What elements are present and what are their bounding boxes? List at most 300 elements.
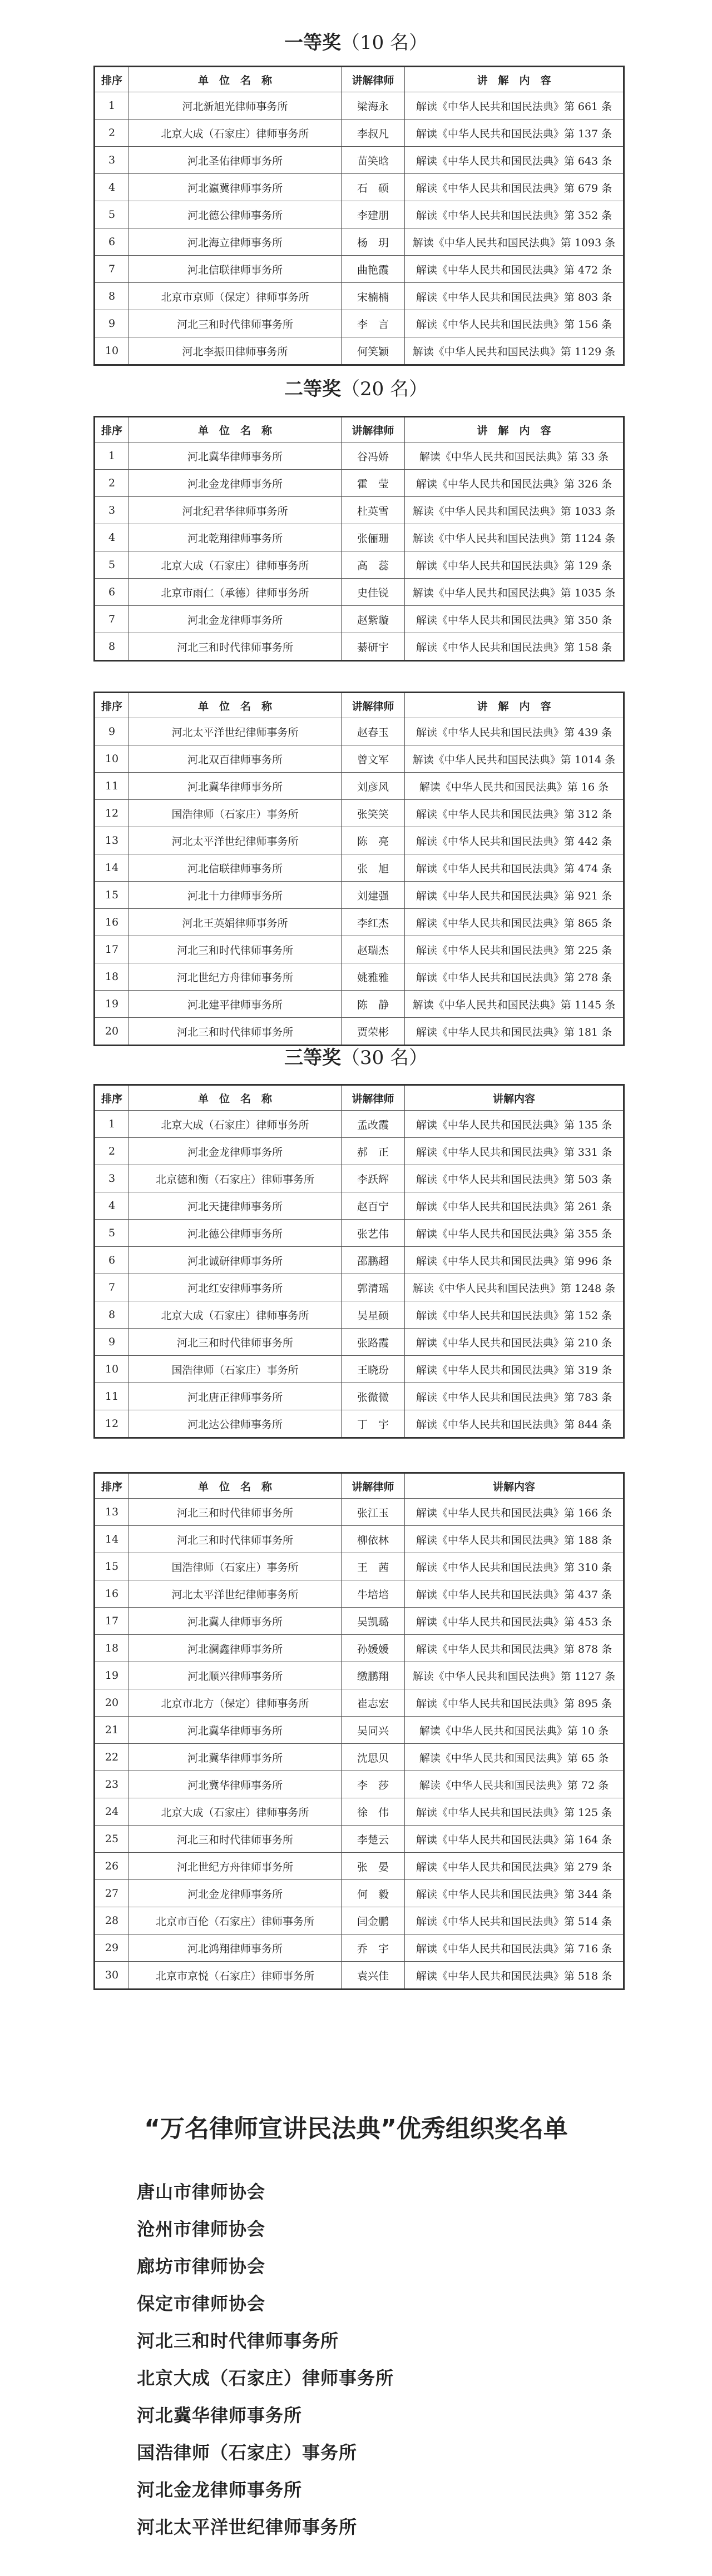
- table-row: [95, 1907, 624, 1935]
- table-row: [95, 991, 624, 1018]
- second-prize-table-a: [93, 416, 625, 662]
- first-prize-count: （10 名）: [340, 32, 428, 54]
- cell-rank: 4: [95, 524, 129, 551]
- cell-lawyer: 苗笑晗: [342, 147, 405, 174]
- table-row: [95, 174, 624, 201]
- cell-firm: 河北唐正律师事务所: [129, 1383, 342, 1410]
- organization-award-item: 河北冀华律师事务所: [137, 2405, 303, 2426]
- table-row: [95, 1826, 624, 1853]
- cell-firm: 河北世纪方舟律师事务所: [129, 963, 342, 991]
- cell-firm: 河北金龙律师事务所: [129, 606, 342, 633]
- cell-content: 解读《中华人民共和国民法典》第 261 条: [405, 1192, 624, 1220]
- header-rank: 排序: [95, 693, 129, 718]
- cell-content: 解读《中华人民共和国民法典》第 643 条: [405, 147, 624, 174]
- cell-content: 解读《中华人民共和国民法典》第 137 条: [405, 120, 624, 147]
- table-row: [95, 1301, 624, 1329]
- cell-lawyer: 曾文军: [342, 745, 405, 773]
- cell-content: 解读《中华人民共和国民法典》第 16 条: [405, 773, 624, 800]
- cell-lawyer: 贾荣彬: [342, 1018, 405, 1046]
- cell-lawyer: 史佳锐: [342, 579, 405, 606]
- cell-rank: 1: [95, 442, 129, 470]
- header-lawyer: 讲解律师: [342, 67, 405, 92]
- table-row: [95, 1356, 624, 1383]
- cell-rank: 9: [95, 310, 129, 337]
- cell-firm: 北京大成（石家庄）律师事务所: [129, 120, 342, 147]
- cell-lawyer: 李红杰: [342, 909, 405, 936]
- cell-rank: 7: [95, 256, 129, 283]
- table-row: [95, 228, 624, 256]
- cell-lawyer: 刘建强: [342, 882, 405, 909]
- third-prize-table-a: [93, 1084, 625, 1439]
- table-row: [95, 963, 624, 991]
- cell-content: 解读《中华人民共和国民法典》第 352 条: [405, 201, 624, 228]
- third-prize-title: [0, 1044, 712, 1072]
- table-row: [95, 1635, 624, 1662]
- table-row: [95, 524, 624, 551]
- cell-firm: 河北三和时代律师事务所: [129, 1526, 342, 1553]
- cell-rank: 9: [95, 1329, 129, 1356]
- cell-firm: 北京大成（石家庄）律师事务所: [129, 1301, 342, 1329]
- table-row: [95, 1410, 624, 1438]
- cell-lawyer: 高 蕊: [342, 551, 405, 579]
- table-header-row: [95, 1085, 624, 1111]
- table-row: [95, 909, 624, 936]
- cell-rank: 5: [95, 1220, 129, 1247]
- cell-lawyer: 綦研宇: [342, 633, 405, 661]
- table-row: [95, 201, 624, 228]
- header-content: 讲 解 内 容: [405, 67, 624, 92]
- cell-content: 解读《中华人民共和国民法典》第 878 条: [405, 1635, 624, 1662]
- cell-rank: 18: [95, 1635, 129, 1662]
- cell-content: 解读《中华人民共和国民法典》第 164 条: [405, 1826, 624, 1853]
- table-row: [95, 1499, 624, 1526]
- cell-rank: 2: [95, 1138, 129, 1165]
- cell-firm: 河北圣佑律师事务所: [129, 147, 342, 174]
- cell-rank: 17: [95, 1608, 129, 1635]
- cell-lawyer: 张江玉: [342, 1499, 405, 1526]
- cell-content: 解读《中华人民共和国民法典》第 439 条: [405, 718, 624, 745]
- header-lawyer: 讲解律师: [342, 417, 405, 442]
- cell-rank: 19: [95, 991, 129, 1018]
- cell-content: 解读《中华人民共和国民法典》第 181 条: [405, 1018, 624, 1046]
- cell-lawyer: 赵紫璇: [342, 606, 405, 633]
- organization-award-item: 沧州市律师协会: [137, 2219, 266, 2240]
- cell-firm: 河北太平洋世纪律师事务所: [129, 827, 342, 854]
- table-row: [95, 1220, 624, 1247]
- cell-lawyer: 杜英雪: [342, 497, 405, 524]
- cell-lawyer: 赵瑞杰: [342, 936, 405, 963]
- cell-firm: 河北冀华律师事务所: [129, 1717, 342, 1744]
- cell-rank: 10: [95, 337, 129, 365]
- cell-rank: 1: [95, 92, 129, 120]
- table-row: [95, 1580, 624, 1608]
- cell-content: 解读《中华人民共和国民法典》第 65 条: [405, 1744, 624, 1771]
- cell-lawyer: 刘彦风: [342, 773, 405, 800]
- cell-firm: 河北王英娟律师事务所: [129, 909, 342, 936]
- first-prize-table: [93, 66, 625, 366]
- cell-content: 解读《中华人民共和国民法典》第 895 条: [405, 1689, 624, 1717]
- table-row: [95, 633, 624, 661]
- cell-lawyer: 石 硕: [342, 174, 405, 201]
- header-lawyer: 讲解律师: [342, 693, 405, 718]
- cell-lawyer: 霍 莹: [342, 470, 405, 497]
- cell-rank: 3: [95, 147, 129, 174]
- cell-content: 解读《中华人民共和国民法典》第 331 条: [405, 1138, 624, 1165]
- cell-content: 解读《中华人民共和国民法典》第 72 条: [405, 1771, 624, 1798]
- cell-firm: 河北达公律师事务所: [129, 1410, 342, 1438]
- cell-content: 解读《中华人民共和国民法典》第 129 条: [405, 551, 624, 579]
- cell-firm: 河北建平律师事务所: [129, 991, 342, 1018]
- cell-lawyer: 吴星硕: [342, 1301, 405, 1329]
- cell-content: 解读《中华人民共和国民法典》第 310 条: [405, 1553, 624, 1580]
- cell-content: 解读《中华人民共和国民法典》第 1127 条: [405, 1662, 624, 1689]
- cell-firm: 国浩律师（石家庄）事务所: [129, 1356, 342, 1383]
- header-rank: 排序: [95, 1473, 129, 1499]
- cell-rank: 30: [95, 1962, 129, 1990]
- cell-rank: 22: [95, 1744, 129, 1771]
- cell-firm: 河北世纪方舟律师事务所: [129, 1853, 342, 1880]
- cell-lawyer: 赵百宁: [342, 1192, 405, 1220]
- third-prize-count: （30 名）: [340, 1047, 428, 1069]
- cell-lawyer: 梁海永: [342, 92, 405, 120]
- cell-lawyer: 乔 宇: [342, 1935, 405, 1962]
- cell-firm: 河北新旭光律师事务所: [129, 92, 342, 120]
- cell-lawyer: 张 旭: [342, 854, 405, 882]
- cell-firm: 河北三和时代律师事务所: [129, 1018, 342, 1046]
- first-prize-label: 一等奖: [284, 32, 341, 54]
- cell-lawyer: 张艺伟: [342, 1220, 405, 1247]
- header-firm: 单 位 名 称: [129, 417, 342, 442]
- cell-firm: 河北冀华律师事务所: [129, 1771, 342, 1798]
- table-row: [95, 497, 624, 524]
- table-row: [95, 882, 624, 909]
- cell-lawyer: 李跃辉: [342, 1165, 405, 1192]
- table-row: [95, 579, 624, 606]
- cell-rank: 8: [95, 1301, 129, 1329]
- organization-award-item: 国浩律师（石家庄）事务所: [137, 2442, 358, 2463]
- cell-rank: 19: [95, 1662, 129, 1689]
- cell-rank: 15: [95, 882, 129, 909]
- cell-lawyer: 李 莎: [342, 1771, 405, 1798]
- cell-firm: 河北三和时代律师事务所: [129, 310, 342, 337]
- cell-rank: 1: [95, 1111, 129, 1138]
- cell-rank: 16: [95, 1580, 129, 1608]
- cell-lawyer: 李叔凡: [342, 120, 405, 147]
- cell-lawyer: 孙媛媛: [342, 1635, 405, 1662]
- cell-content: 解读《中华人民共和国民法典》第 1129 条: [405, 337, 624, 365]
- table-row: [95, 1880, 624, 1907]
- table-row: [95, 1018, 624, 1046]
- table-row: [95, 1853, 624, 1880]
- cell-lawyer: 何 毅: [342, 1880, 405, 1907]
- cell-content: 解读《中华人民共和国民法典》第 865 条: [405, 909, 624, 936]
- cell-content: 解读《中华人民共和国民法典》第 158 条: [405, 633, 624, 661]
- cell-content: 解读《中华人民共和国民法典》第 135 条: [405, 1111, 624, 1138]
- table-row: [95, 256, 624, 283]
- cell-rank: 11: [95, 773, 129, 800]
- organization-award-list: [137, 2174, 394, 2546]
- cell-firm: 河北天捷律师事务所: [129, 1192, 342, 1220]
- header-firm: 单 位 名 称: [129, 1473, 342, 1499]
- cell-lawyer: 吴同兴: [342, 1717, 405, 1744]
- cell-content: 解读《中华人民共和国民法典》第 279 条: [405, 1853, 624, 1880]
- table-row: [95, 92, 624, 120]
- cell-content: 解读《中华人民共和国民法典》第 278 条: [405, 963, 624, 991]
- cell-firm: 河北冀人律师事务所: [129, 1608, 342, 1635]
- cell-rank: 17: [95, 936, 129, 963]
- table-row: [95, 1274, 624, 1301]
- cell-lawyer: 赵春玉: [342, 718, 405, 745]
- cell-rank: 28: [95, 1907, 129, 1935]
- cell-lawyer: 何笑颖: [342, 337, 405, 365]
- cell-lawyer: 徐 伟: [342, 1798, 405, 1826]
- cell-rank: 24: [95, 1798, 129, 1826]
- cell-lawyer: 杨 玥: [342, 228, 405, 256]
- cell-content: 解读《中华人民共和国民法典》第 1145 条: [405, 991, 624, 1018]
- table-row: [95, 1553, 624, 1580]
- table-row: [95, 1717, 624, 1744]
- cell-firm: 河北冀华律师事务所: [129, 1744, 342, 1771]
- cell-content: 解读《中华人民共和国民法典》第 1124 条: [405, 524, 624, 551]
- cell-lawyer: 陈 静: [342, 991, 405, 1018]
- cell-content: 解读《中华人民共和国民法典》第 350 条: [405, 606, 624, 633]
- cell-content: 解读《中华人民共和国民法典》第 679 条: [405, 174, 624, 201]
- table-row: [95, 854, 624, 882]
- organization-award-item: 河北三和时代律师事务所: [137, 2330, 339, 2351]
- cell-rank: 10: [95, 745, 129, 773]
- cell-rank: 4: [95, 1192, 129, 1220]
- table-row: [95, 120, 624, 147]
- third-prize-table-b: [93, 1472, 625, 1990]
- cell-lawyer: 张俪珊: [342, 524, 405, 551]
- cell-firm: 河北李振田律师事务所: [129, 337, 342, 365]
- cell-rank: 3: [95, 497, 129, 524]
- table-row: [95, 936, 624, 963]
- organization-award-title: “万名律师宣讲民法典”优秀组织奖名单: [144, 2115, 568, 2143]
- table-row: [95, 551, 624, 579]
- cell-rank: 3: [95, 1165, 129, 1192]
- cell-content: 解读《中华人民共和国民法典》第 1093 条: [405, 228, 624, 256]
- cell-rank: 18: [95, 963, 129, 991]
- cell-rank: 8: [95, 633, 129, 661]
- cell-lawyer: 张笑笑: [342, 800, 405, 827]
- second-prize-count: （20 名）: [340, 378, 428, 400]
- header-content: 讲 解 内 容: [405, 693, 624, 718]
- cell-firm: 河北信联律师事务所: [129, 854, 342, 882]
- cell-content: 解读《中华人民共和国民法典》第 125 条: [405, 1798, 624, 1826]
- cell-rank: 14: [95, 854, 129, 882]
- cell-content: 解读《中华人民共和国民法典》第 716 条: [405, 1935, 624, 1962]
- cell-rank: 6: [95, 579, 129, 606]
- cell-content: 解读《中华人民共和国民法典》第 1033 条: [405, 497, 624, 524]
- table-row: [95, 283, 624, 310]
- table-row: [95, 1935, 624, 1962]
- cell-content: 解读《中华人民共和国民法典》第 437 条: [405, 1580, 624, 1608]
- cell-firm: 河北三和时代律师事务所: [129, 1826, 342, 1853]
- cell-lawyer: 郭清瑶: [342, 1274, 405, 1301]
- cell-firm: 河北三和时代律师事务所: [129, 1499, 342, 1526]
- table-row: [95, 1165, 624, 1192]
- cell-content: 解读《中华人民共和国民法典》第 312 条: [405, 800, 624, 827]
- table-row: [95, 1771, 624, 1798]
- cell-firm: 河北鸿翔律师事务所: [129, 1935, 342, 1962]
- table-row: [95, 337, 624, 365]
- cell-lawyer: 邵鹏超: [342, 1247, 405, 1274]
- cell-rank: 23: [95, 1771, 129, 1798]
- cell-lawyer: 陈 亮: [342, 827, 405, 854]
- organization-award-item: 保定市律师协会: [137, 2293, 266, 2314]
- cell-lawyer: 曲艳霞: [342, 256, 405, 283]
- cell-rank: 27: [95, 1880, 129, 1907]
- cell-content: 解读《中华人民共和国民法典》第 661 条: [405, 92, 624, 120]
- cell-lawyer: 郝 正: [342, 1138, 405, 1165]
- table-row: [95, 1383, 624, 1410]
- cell-lawyer: 李楚云: [342, 1826, 405, 1853]
- table-header-row: [95, 417, 624, 442]
- cell-rank: 8: [95, 283, 129, 310]
- cell-firm: 河北冀华律师事务所: [129, 442, 342, 470]
- cell-firm: 河北信联律师事务所: [129, 256, 342, 283]
- cell-content: 解读《中华人民共和国民法典》第 1035 条: [405, 579, 624, 606]
- cell-content: 解读《中华人民共和国民法典》第 33 条: [405, 442, 624, 470]
- table-header-row: [95, 693, 624, 718]
- first-prize-title: [0, 29, 712, 57]
- cell-rank: 20: [95, 1018, 129, 1046]
- cell-content: 解读《中华人民共和国民法典》第 188 条: [405, 1526, 624, 1553]
- cell-rank: 2: [95, 120, 129, 147]
- cell-lawyer: 崔志宏: [342, 1689, 405, 1717]
- cell-lawyer: 闫金鹏: [342, 1907, 405, 1935]
- cell-firm: 河北三和时代律师事务所: [129, 936, 342, 963]
- cell-lawyer: 沈思贝: [342, 1744, 405, 1771]
- third-prize-label: 三等奖: [284, 1047, 341, 1069]
- second-prize-title: [0, 375, 712, 403]
- cell-content: 解读《中华人民共和国民法典》第 921 条: [405, 882, 624, 909]
- cell-lawyer: 姚雅雅: [342, 963, 405, 991]
- table-row: [95, 773, 624, 800]
- table-row: [95, 1192, 624, 1220]
- table-row: [95, 470, 624, 497]
- table-row: [95, 1662, 624, 1689]
- cell-rank: 11: [95, 1383, 129, 1410]
- table-row: [95, 1329, 624, 1356]
- cell-rank: 5: [95, 551, 129, 579]
- cell-content: 解读《中华人民共和国民法典》第 518 条: [405, 1962, 624, 1990]
- cell-rank: 25: [95, 1826, 129, 1853]
- cell-content: 解读《中华人民共和国民法典》第 996 条: [405, 1247, 624, 1274]
- cell-content: 解读《中华人民共和国民法典》第 10 条: [405, 1717, 624, 1744]
- table-row: [95, 827, 624, 854]
- cell-lawyer: 丁 宇: [342, 1410, 405, 1438]
- cell-rank: 10: [95, 1356, 129, 1383]
- cell-rank: 6: [95, 1247, 129, 1274]
- cell-firm: 河北三和时代律师事务所: [129, 1329, 342, 1356]
- cell-firm: 河北太平洋世纪律师事务所: [129, 718, 342, 745]
- cell-content: 解读《中华人民共和国民法典》第 326 条: [405, 470, 624, 497]
- cell-content: 解读《中华人民共和国民法典》第 319 条: [405, 1356, 624, 1383]
- cell-content: 解读《中华人民共和国民法典》第 472 条: [405, 256, 624, 283]
- cell-firm: 河北双百律师事务所: [129, 745, 342, 773]
- cell-rank: 5: [95, 201, 129, 228]
- cell-firm: 河北顺兴律师事务所: [129, 1662, 342, 1689]
- cell-firm: 河北十力律师事务所: [129, 882, 342, 909]
- cell-firm: 河北德公律师事务所: [129, 1220, 342, 1247]
- cell-firm: 北京市百伦（石家庄）律师事务所: [129, 1907, 342, 1935]
- header-lawyer: 讲解律师: [342, 1085, 405, 1111]
- cell-firm: 北京市京师（保定）律师事务所: [129, 283, 342, 310]
- table-row: [95, 147, 624, 174]
- cell-rank: 4: [95, 174, 129, 201]
- cell-firm: 北京大成（石家庄）律师事务所: [129, 1798, 342, 1826]
- cell-firm: 北京市雨仁（承德）律师事务所: [129, 579, 342, 606]
- organization-award-item: 北京大成（石家庄）律师事务所: [137, 2368, 394, 2389]
- cell-content: 解读《中华人民共和国民法典》第 442 条: [405, 827, 624, 854]
- cell-content: 解读《中华人民共和国民法典》第 355 条: [405, 1220, 624, 1247]
- cell-content: 解读《中华人民共和国民法典》第 514 条: [405, 1907, 624, 1935]
- header-content: 讲 解 内 容: [405, 417, 624, 442]
- cell-content: 解读《中华人民共和国民法典》第 225 条: [405, 936, 624, 963]
- cell-lawyer: 吴凯璐: [342, 1608, 405, 1635]
- cell-rank: 21: [95, 1717, 129, 1744]
- cell-firm: 河北德公律师事务所: [129, 201, 342, 228]
- cell-lawyer: 谷冯娇: [342, 442, 405, 470]
- cell-firm: 河北三和时代律师事务所: [129, 633, 342, 661]
- cell-lawyer: 王晓玢: [342, 1356, 405, 1383]
- cell-rank: 7: [95, 606, 129, 633]
- cell-lawyer: 柳依林: [342, 1526, 405, 1553]
- table-row: [95, 1138, 624, 1165]
- cell-content: 解读《中华人民共和国民法典》第 1014 条: [405, 745, 624, 773]
- cell-lawyer: 袁兴佳: [342, 1962, 405, 1990]
- cell-lawyer: 张微微: [342, 1383, 405, 1410]
- header-rank: 排序: [95, 417, 129, 442]
- cell-lawyer: 王 茜: [342, 1553, 405, 1580]
- cell-lawyer: 李 言: [342, 310, 405, 337]
- cell-firm: 河北瀛冀律师事务所: [129, 174, 342, 201]
- cell-rank: 13: [95, 827, 129, 854]
- table-row: [95, 1744, 624, 1771]
- cell-lawyer: 张 晏: [342, 1853, 405, 1880]
- cell-rank: 7: [95, 1274, 129, 1301]
- cell-lawyer: 张路霞: [342, 1329, 405, 1356]
- header-firm: 单 位 名 称: [129, 1085, 342, 1111]
- cell-firm: 国浩律师（石家庄）事务所: [129, 800, 342, 827]
- table-row: [95, 310, 624, 337]
- cell-rank: 14: [95, 1526, 129, 1553]
- cell-firm: 北京市京悦（石家庄）律师事务所: [129, 1962, 342, 1990]
- cell-content: 解读《中华人民共和国民法典》第 210 条: [405, 1329, 624, 1356]
- cell-lawyer: 牛培培: [342, 1580, 405, 1608]
- cell-lawyer: 宋楠楠: [342, 283, 405, 310]
- cell-rank: 9: [95, 718, 129, 745]
- table-row: [95, 606, 624, 633]
- table-row: [95, 745, 624, 773]
- cell-content: 解读《中华人民共和国民法典》第 474 条: [405, 854, 624, 882]
- table-row: [95, 1962, 624, 1990]
- cell-firm: 河北冀华律师事务所: [129, 773, 342, 800]
- header-content: 讲解内容: [405, 1085, 624, 1111]
- table-row: [95, 1608, 624, 1635]
- cell-content: 解读《中华人民共和国民法典》第 1248 条: [405, 1274, 624, 1301]
- cell-content: 解读《中华人民共和国民法典》第 156 条: [405, 310, 624, 337]
- second-prize-label: 二等奖: [284, 378, 341, 400]
- cell-content: 解读《中华人民共和国民法典》第 453 条: [405, 1608, 624, 1635]
- cell-firm: 北京大成（石家庄）律师事务所: [129, 1111, 342, 1138]
- cell-firm: 河北海立律师事务所: [129, 228, 342, 256]
- cell-lawyer: 李建朋: [342, 201, 405, 228]
- cell-rank: 15: [95, 1553, 129, 1580]
- table-row: [95, 1689, 624, 1717]
